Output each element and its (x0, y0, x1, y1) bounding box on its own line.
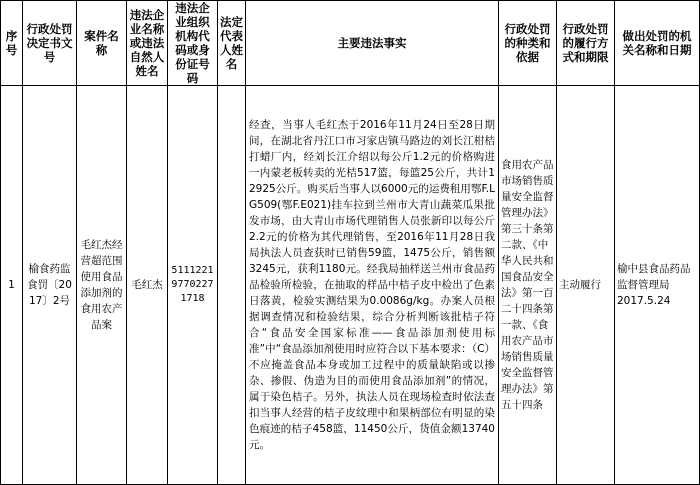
header-case-name: 案件名称 (77, 1, 127, 86)
header-row (1, 1, 700, 86)
cell-method: 主动履行 (557, 86, 615, 485)
cell-authority (615, 86, 700, 485)
cell-seq: 1 (1, 86, 23, 485)
cell-case-name: 毛红杰经营超范围使用食品添加剂的食用农产品案 (77, 86, 127, 485)
cell-person: 毛红杰 (127, 86, 168, 485)
cell-doc-no: 榆食药监食罚〔2017〕2号 (23, 86, 77, 485)
header-authority: 做出处罚的机关名称和日期 (615, 1, 700, 86)
header-person: 违法企业名称或违法自然人姓名 (127, 1, 168, 86)
header-org-code: 违法企业组织机构代码或身份证号码 (168, 1, 218, 86)
header-facts: 主要违法事实 (246, 1, 499, 86)
header-penalty-type: 行政处罚的种类和依据 (499, 1, 557, 86)
cell-org-code: 511122197702271718 (168, 86, 218, 485)
header-legal-rep: 法定代表人姓名 (218, 1, 246, 86)
header-seq: 序号 (1, 1, 23, 86)
authority-name: 榆中县食品药品监督管理局 (617, 263, 691, 291)
cell-facts: 经查，当事人毛红杰于2016年11月24日至28日期间，在湖北省丹江口市习家店镇马路边的刘长江柑桔打蜡厂内，经刘长江介绍以每公斤1.2元的价格购进一内蒙老板转卖的光桔517篮，每篮25公斤，共计12925公斤。购买后当事人以6000元的运费租用鄂F.LG509(鄂F.E021)挂车拉到兰州市大青山蔬菜瓜果批发市场，由大青山市场代理销售人员张新印以每公斤2.2元的价格为其代理销售，至2016年11月28日我局执法人员查获时已销售59篮，1475公斤，销售额3245元，获利1180元。经我局抽样送兰州市食品药品检验所检验，在抽取的样品中桔子皮中检出了色素日落黄，检验实测结果为0.0086g/kg。办案人员根据调查情况和检验结果，综合分析判断该批桔子符合“食品安全国家标准——食品添加剂使用标准”中“食品添加剂使用时应符合以下基本要求：（C）不应掩盖食品本身或加工过程中的质量缺陷或以掺杂、掺假、伪造为目的而使用食品添加剂”的情况，属于染色桔子。另外，执法人员在现场检查时依法查扣当事人经营的桔子皮纹理中和果柄部位有明显的染色痕迹的桔子458篮，11450公斤，货值金额13740元。 (246, 86, 499, 485)
header-doc-no: 行政处罚决定书文号 (23, 1, 77, 86)
header-method: 行政处罚的履行方式和期限 (557, 1, 615, 86)
cell-legal-rep (218, 86, 246, 485)
authority-date: 2017.5.24 (617, 295, 671, 307)
cell-penalty-basis: 食用农产品市场销售质量安全监督管理办法》第三十条第二款、《中华人民共和国食品安全法》第一百二十四条第一款、《食用农产品市场销售质量安全监督管理办法》第五十四条 (499, 86, 557, 485)
table-row (1, 86, 700, 485)
